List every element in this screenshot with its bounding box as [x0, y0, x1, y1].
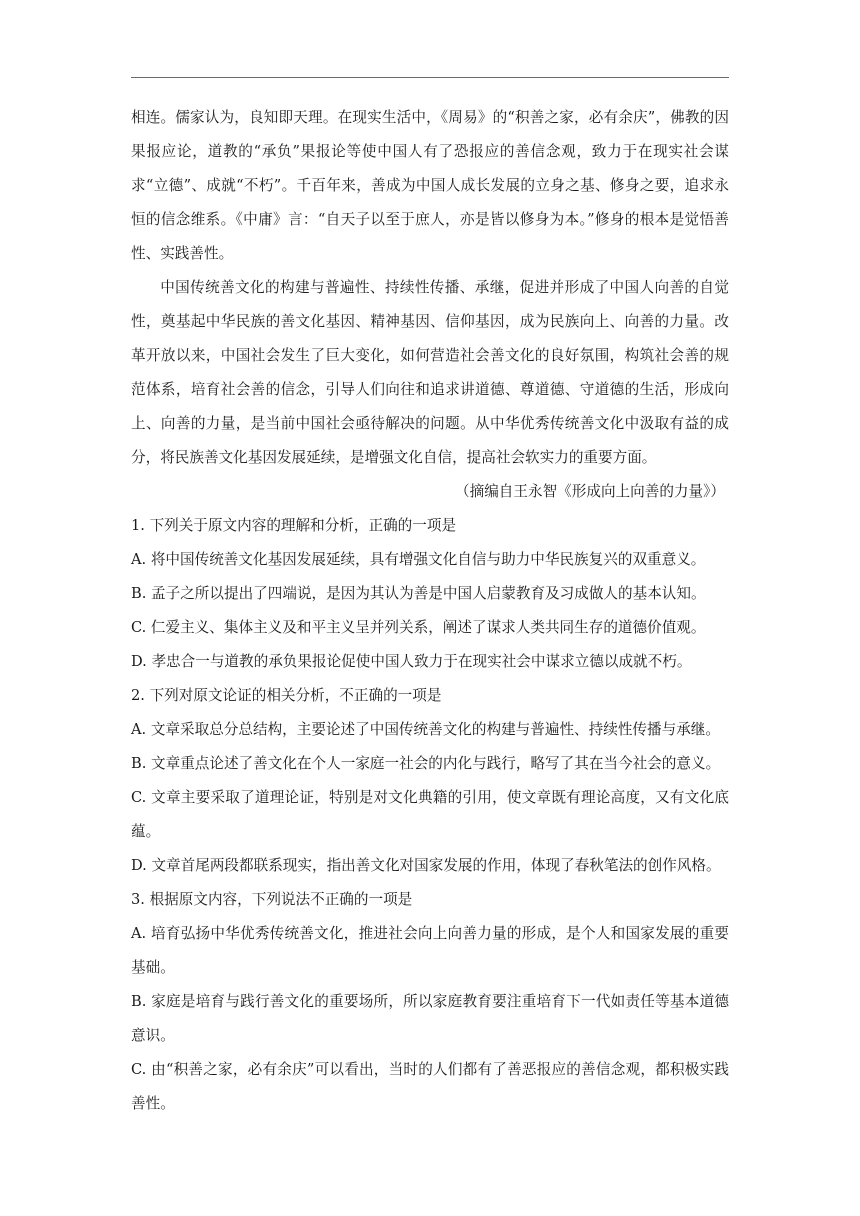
question-1-option-d: D. 孝忠合一与道教的承负果报论促使中国人致力于在现实社会中谋求立德以成就不朽。 [131, 653, 692, 670]
question-2-option-c: C. 文章主要采取了道理论证，特别是对文化典籍的引用，使文章既有理论高度，又有文化底蕴。 [131, 789, 729, 840]
question-3-option-a: A. 培育弘扬中华优秀传统善文化，推进社会向上向善力量的形成，是个人和国家发展的重要基础。 [131, 925, 729, 976]
question-1-option-b: B. 孟子之所以提出了四端说，是因为其认为善是中国人启蒙教育及习成做人的基本认知。 [131, 585, 706, 602]
document-body [131, 101, 729, 1121]
question-3-stem: 3. 根据原文内容，下列说法不正确的一项是 [131, 891, 413, 908]
paragraph-2: 中国传统善文化的构建与普遍性、持续性传播、承继，促进并形成了中国人向善的自觉性，奠基起中华民族的善文化基因、精神基因、信仰基因，成为民族向上、向善的力量。改革开放以来，中国社会发生了巨大变化，如何营造社会善文化的良好氛围，构筑社会善的规范体系，培育社会善的信念，引导人们向往和追求讲道德、尊道德、守道德的生活，形成向上、向善的力量，是当前中国社会亟待解决的问题。从中华优秀传统善文化中汲取有益的成分，将民族善文化基因发展延续，是增强文化自信，提高社会软实力的重要方面。 [131, 279, 729, 466]
question-3-option-c: C. 由“积善之家，必有余庆”可以看出，当时的人们都有了善恶报应的善信念观，都积极实践善性。 [131, 1061, 729, 1112]
source-citation: （摘编自王永智《形成向上向善的力量》） [455, 483, 725, 500]
question-1-option-c: C. 仁爱主义、集体主义及和平主义呈并列关系，阐述了谋求人类共同生存的道德价值观。 [131, 619, 706, 636]
question-2-option-b: B. 文章重点论述了善文化在个人一家庭一社会的内化与践行，略写了其在当今社会的意义。 [131, 755, 721, 772]
question-3-option-b: B. 家庭是培育与践行善文化的重要场所，所以家庭教育要注重培育下一代如责任等基本道德意识。 [131, 993, 729, 1044]
paragraph-1: 相连。儒家认为，良知即天理。在现实生活中，《周易》的“积善之家，必有余庆”，佛教的因果报应论，道教的“承负”果报论等使中国人有了恐报应的善信念观，致力于在现实社会谋求“立德”、成就“不朽”。千百年来，善成为中国人成长发展的立身之基、修身之要，追求永恒的信念维系。《中庸》言：“自天子以至于庶人，亦是皆以修身为本。”修身的根本是觉悟善性、实践善性。 [131, 109, 729, 262]
header-rule [131, 77, 729, 78]
question-1-stem: 1. 下列关于原文内容的理解和分析，正确的一项是 [131, 517, 457, 534]
question-2-option-d: D. 文章首尾两段都联系现实，指出善文化对国家发展的作用，体现了春秋笔法的创作风格。 [131, 857, 721, 874]
question-2-stem: 2. 下列对原文论证的相关分析，不正确的一项是 [131, 687, 442, 704]
question-2-option-a: A. 文章采取总分总结构，主要论述了中国传统善文化的构建与普遍性、持续性传播与承继。 [131, 721, 720, 738]
question-1-option-a: A. 将中国传统善文化基因发展延续，具有增强文化自信与助力中华民族复兴的双重意义。 [131, 551, 706, 568]
